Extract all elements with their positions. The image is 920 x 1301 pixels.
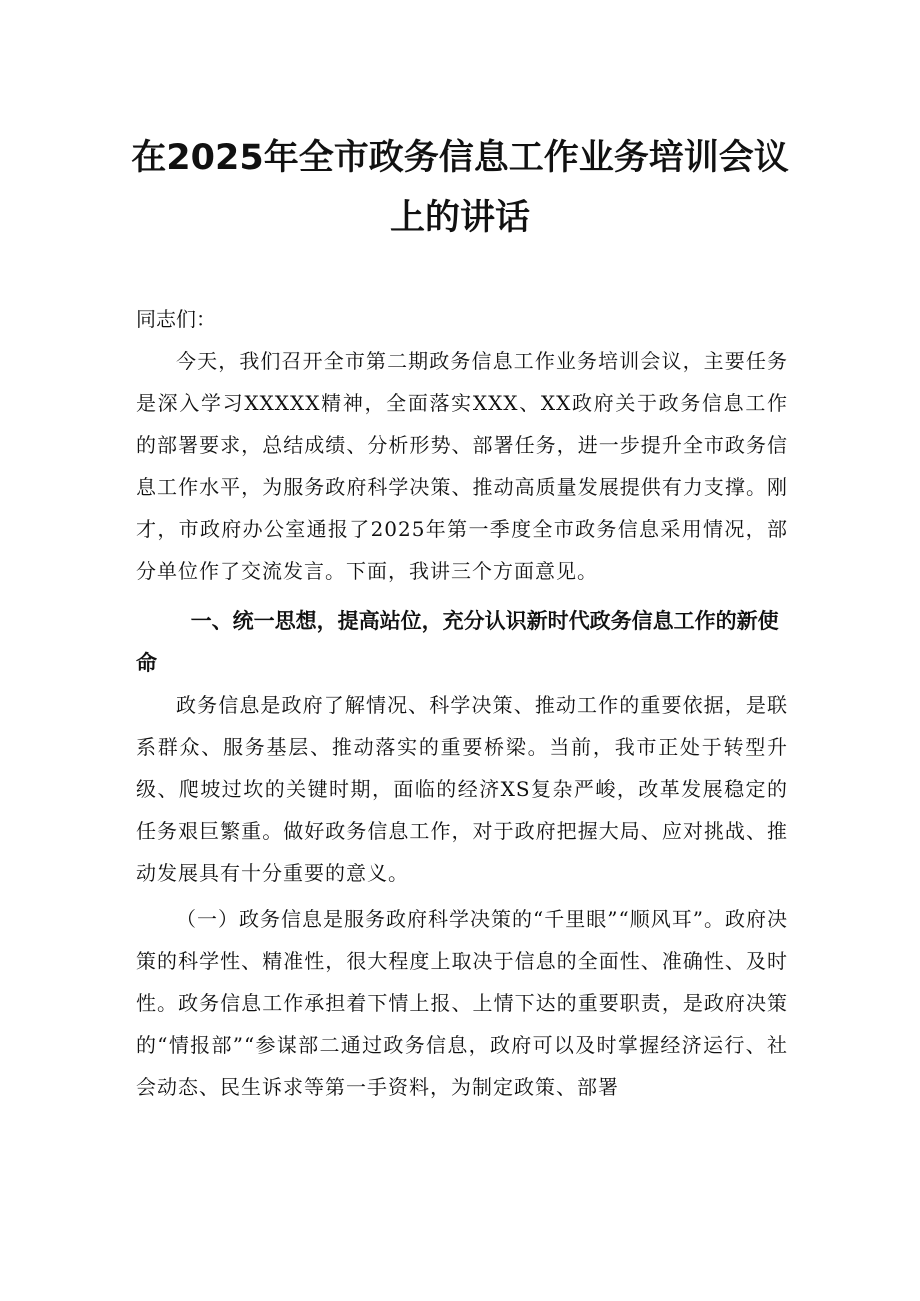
body-paragraph: （一）政务信息是服务政府科学决策的“千里眼”“顺风耳”。政府决策的科学性、精准性，很大程度上取决于信息的全面性、准确性、及时性。政务信息工作承担着下情上报、上情下达的重要职责，是政府决策的“情报部”“参谋部二通过政务信息，政府可以及时掌握经济运行、社会动态、民生诉求等第一手资料，为制定政策、部署 [136, 907, 788, 1099]
body-paragraph: 政务信息是政府了解情况、科学决策、推动工作的重要依据，是联系群众、服务基层、推动落实的重要桥梁。当前，我市正处于转型升级、爬坡过坎的关键时期，面临的经济XS复杂严峻，改革发展稳定的任务艰巨繁重。做好政务信息工作，对于政府把握大局、应对挑战、推动发展具有十分重要的意义。 [136, 693, 788, 885]
opening-paragraph: 今天，我们召开全市第二期政务信息工作业务培训会议，主要任务是深入学习XXXXX精神，全面落实XXX、XX政府关于政务信息工作的部署要求，总结成绩、分析形势、部署任务，进一步提升全市政务信息工作水平，为服务政府科学决策、推动高质量发展提供有力支撑。刚才，市政府办公室通报了2025年第一季度全市政务信息采用情况，部分单位作了交流发言。下面，我讲三个方面意见。 [136, 349, 788, 583]
document-title [100, 128, 820, 248]
title-line-2: 上的讲话 [389, 198, 530, 238]
title-line-1: 在2025年全市政务信息工作业务培训会议 [131, 138, 789, 178]
section-heading-1: 一、统一思想，提高站位，充分认识新时代政务信息工作的新使命 [136, 609, 779, 675]
greeting: 同志们： [136, 307, 216, 331]
